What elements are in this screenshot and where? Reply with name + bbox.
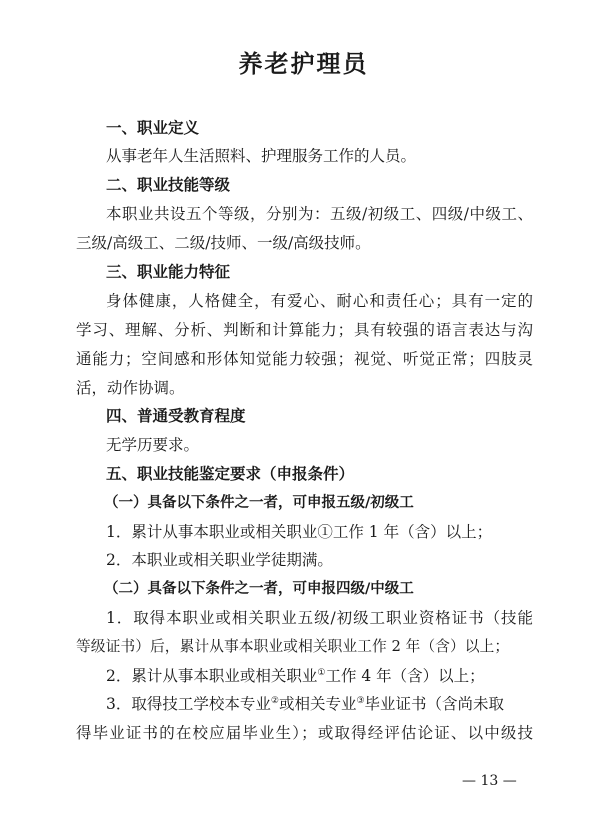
section-5-sub-2-item-3-line-1	[106, 692, 504, 714]
section-3-line-2: 学习、理解、分析、判断和计算能力；具有较强的语言表达与沟	[76, 321, 533, 339]
section-5-sub-2: （二）具备以下条件之一者，可申报四级/中级工	[104, 581, 414, 597]
section-2-line-2: 三级/高级工、二级/技师、一级/高级技师。	[76, 234, 371, 252]
section-3-line-4: 活，动作协调。	[76, 379, 185, 397]
document-title: 养老护理员	[238, 49, 369, 78]
footnote-marker-3: ③	[356, 695, 365, 706]
section-5-sub-2-item-3-line-2: 得毕业证书的在校应届毕业生）；或取得经评估论证、以中级技	[76, 724, 533, 742]
section-1-heading: 一、职业定义	[106, 119, 200, 137]
section-2-heading: 二、职业技能等级	[106, 176, 231, 194]
item-3-text-c: 毕业证书（含尚未取	[364, 695, 505, 713]
section-3-line-1: 身体健康，人格健全，有爱心、耐心和责任心；具有一定的	[106, 292, 533, 310]
item-2-text-a: 2．累计从事本职业或相关职业	[106, 667, 318, 685]
section-3-heading: 三、职业能力特征	[106, 263, 231, 281]
page-number: — 13 —	[462, 773, 517, 789]
section-4-heading: 四、普通受教育程度	[106, 407, 246, 425]
section-5-heading: 五、职业技能鉴定要求（申报条件）	[106, 465, 355, 483]
item-3-text-a: 3．取得技工学校本专业	[106, 695, 271, 713]
section-3-line-3: 通能力；空间感和形体知觉能力较强；视觉、听觉正常；四肢灵	[76, 350, 533, 368]
section-5-sub-1-item-2: 2．本职业或相关职业学徒期满。	[106, 551, 333, 569]
section-2-line-1: 本职业共设五个等级，分别为：五级/初级工、四级/中级工、	[106, 205, 533, 223]
section-5-sub-2-item-1-line-1: 1．取得本职业或相关职业五级/初级工职业资格证书（技能	[106, 609, 533, 627]
section-5-sub-2-item-2	[106, 664, 485, 686]
section-1-text: 从事老年人生活照料、护理服务工作的人员。	[106, 147, 417, 165]
item-2-text-b: 工作 4 年（含）以上；	[325, 667, 485, 685]
section-5-sub-1: （一）具备以下条件之一者，可申报五级/初级工	[104, 495, 414, 511]
section-5-sub-2-item-1-line-2: 等级证书）后，累计从事本职业或相关职业工作 2 年（含）以上；	[76, 638, 510, 655]
section-4-text: 无学历要求。	[106, 436, 200, 454]
footnote-marker-1: ①	[317, 667, 326, 678]
footnote-marker-2: ②	[270, 695, 279, 706]
section-5-sub-1-item-1: 1．累计从事本职业或相关职业①工作 1 年（含）以上；	[106, 523, 493, 541]
item-3-text-b: 或相关专业	[278, 695, 357, 713]
